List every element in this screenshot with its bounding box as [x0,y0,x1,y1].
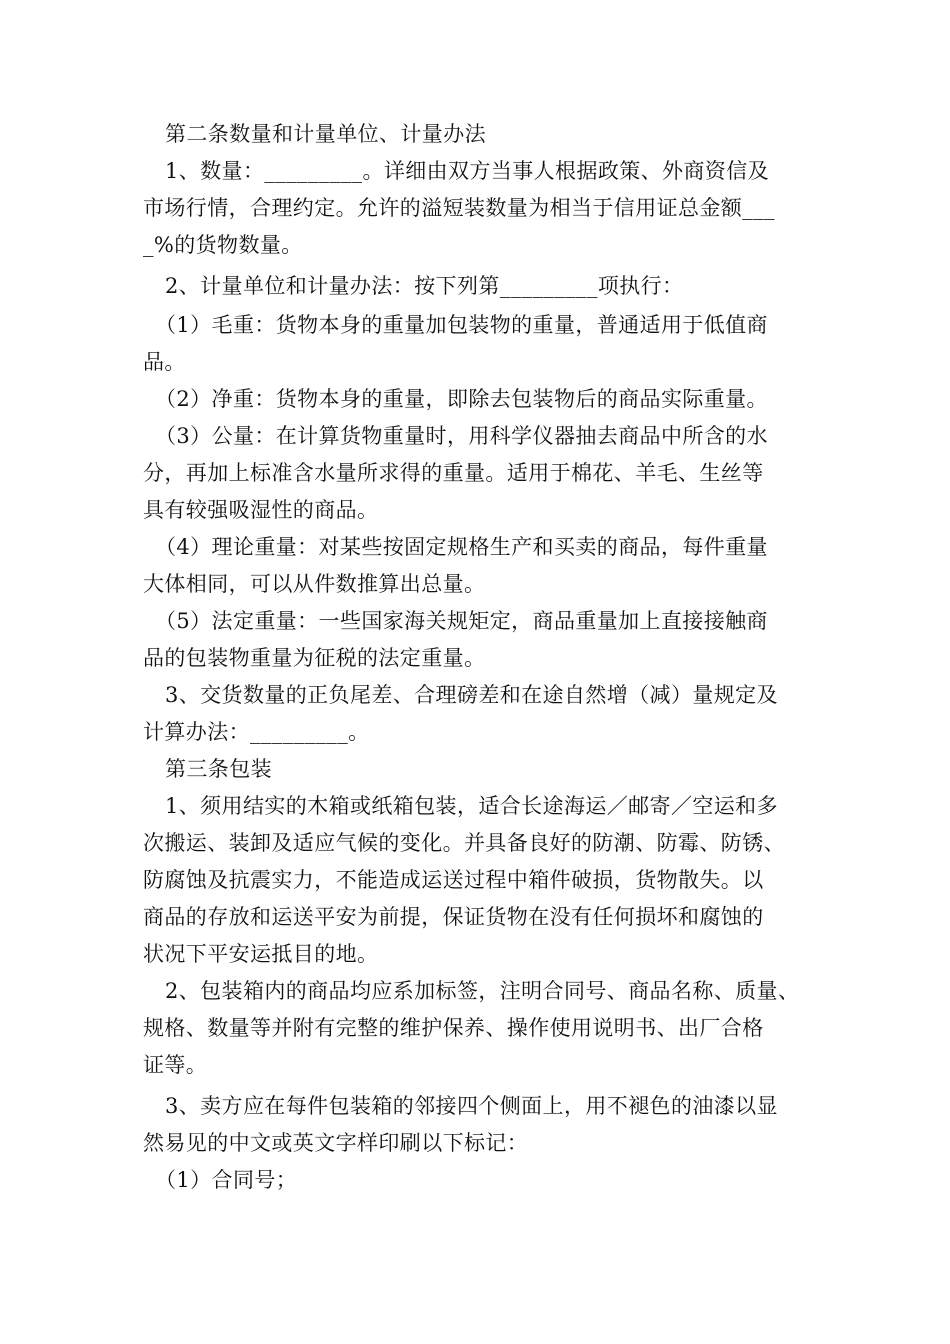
clause-3-3-line-1: 3、卖方应在每件包装箱的邻接四个侧面上，用不褪色的油漆以显 [165,1094,778,1118]
clause-2-1-line-2: 市场行情，合理约定。允许的溢短装数量为相当于信用证总金额___ [143,196,775,220]
article-3-heading: 第三条包装 [165,757,272,781]
item-3-line-3: 具有较强吸湿性的商品。 [143,498,379,522]
mark-item-1: （1）合同号； [155,1168,298,1192]
clause-2-2-line-1: 2、计量单位和计量办法：按下列第_________项执行： [165,274,684,298]
clause-3-3-line-2: 然易见的中文或英文字样印刷以下标记： [143,1131,529,1155]
clause-3-1-line-1: 1、须用结实的木箱或纸箱包装，适合长途海运／邮寄／空运和多 [165,794,778,818]
item-5-line-2: 品的包装物重量为征税的法定重量。 [143,646,486,670]
item-3-line-2: 分，再加上标准含水量所求得的重量。适用于棉花、羊毛、生丝等 [143,461,764,485]
item-4-line-1: （4）理论重量：对某些按固定规格生产和买卖的商品，每件重量 [155,535,768,559]
clause-2-3-line-2: 计算办法：_________。 [143,720,370,744]
clause-2-1-line-3: _%的货物数量。 [143,233,303,257]
article-2-heading: 第二条数量和计量单位、计量办法 [165,122,486,146]
item-2-line-1: （2）净重：货物本身的重量，即除去包装物后的商品实际重量。 [155,387,768,411]
clause-2-1-line-1: 1、数量：_________。详细由双方当事人根据政策、外商资信及 [165,159,770,183]
clause-2-3-line-1: 3、交货数量的正负尾差、合理磅差和在途自然增（减）量规定及 [165,683,778,707]
item-5-line-1: （5）法定重量：一些国家海关规矩定，商品重量加上直接接触商 [155,609,768,633]
clause-3-1-line-2: 次搬运、装卸及适应气候的变化。并具备良好的防潮、防霉、防锈、 [143,831,785,855]
clause-3-1-line-3: 防腐蚀及抗震实力，不能造成运送过程中箱件破损，货物散失。以 [143,868,764,892]
item-3-line-1: （3）公量：在计算货物重量时，用科学仪器抽去商品中所含的水 [155,424,768,448]
clause-3-2-line-3: 证等。 [143,1053,208,1077]
item-1-line-1: （1）毛重：货物本身的重量加包装物的重量，普通适用于低值商 [155,313,768,337]
clause-3-1-line-5: 状况下平安运抵目的地。 [143,942,379,966]
clause-3-2-line-1: 2、包装箱内的商品均应系加标签，注明合同号、商品名称、质量、 [165,979,800,1003]
item-1-line-2: 品。 [143,350,186,374]
item-4-line-2: 大体相同，可以从件数推算出总量。 [143,572,486,596]
clause-3-2-line-2: 规格、数量等并附有完整的维护保养、操作使用说明书、出厂合格 [143,1016,764,1040]
clause-3-1-line-4: 商品的存放和运送平安为前提，保证货物在没有任何损坏和腐蚀的 [143,905,764,929]
